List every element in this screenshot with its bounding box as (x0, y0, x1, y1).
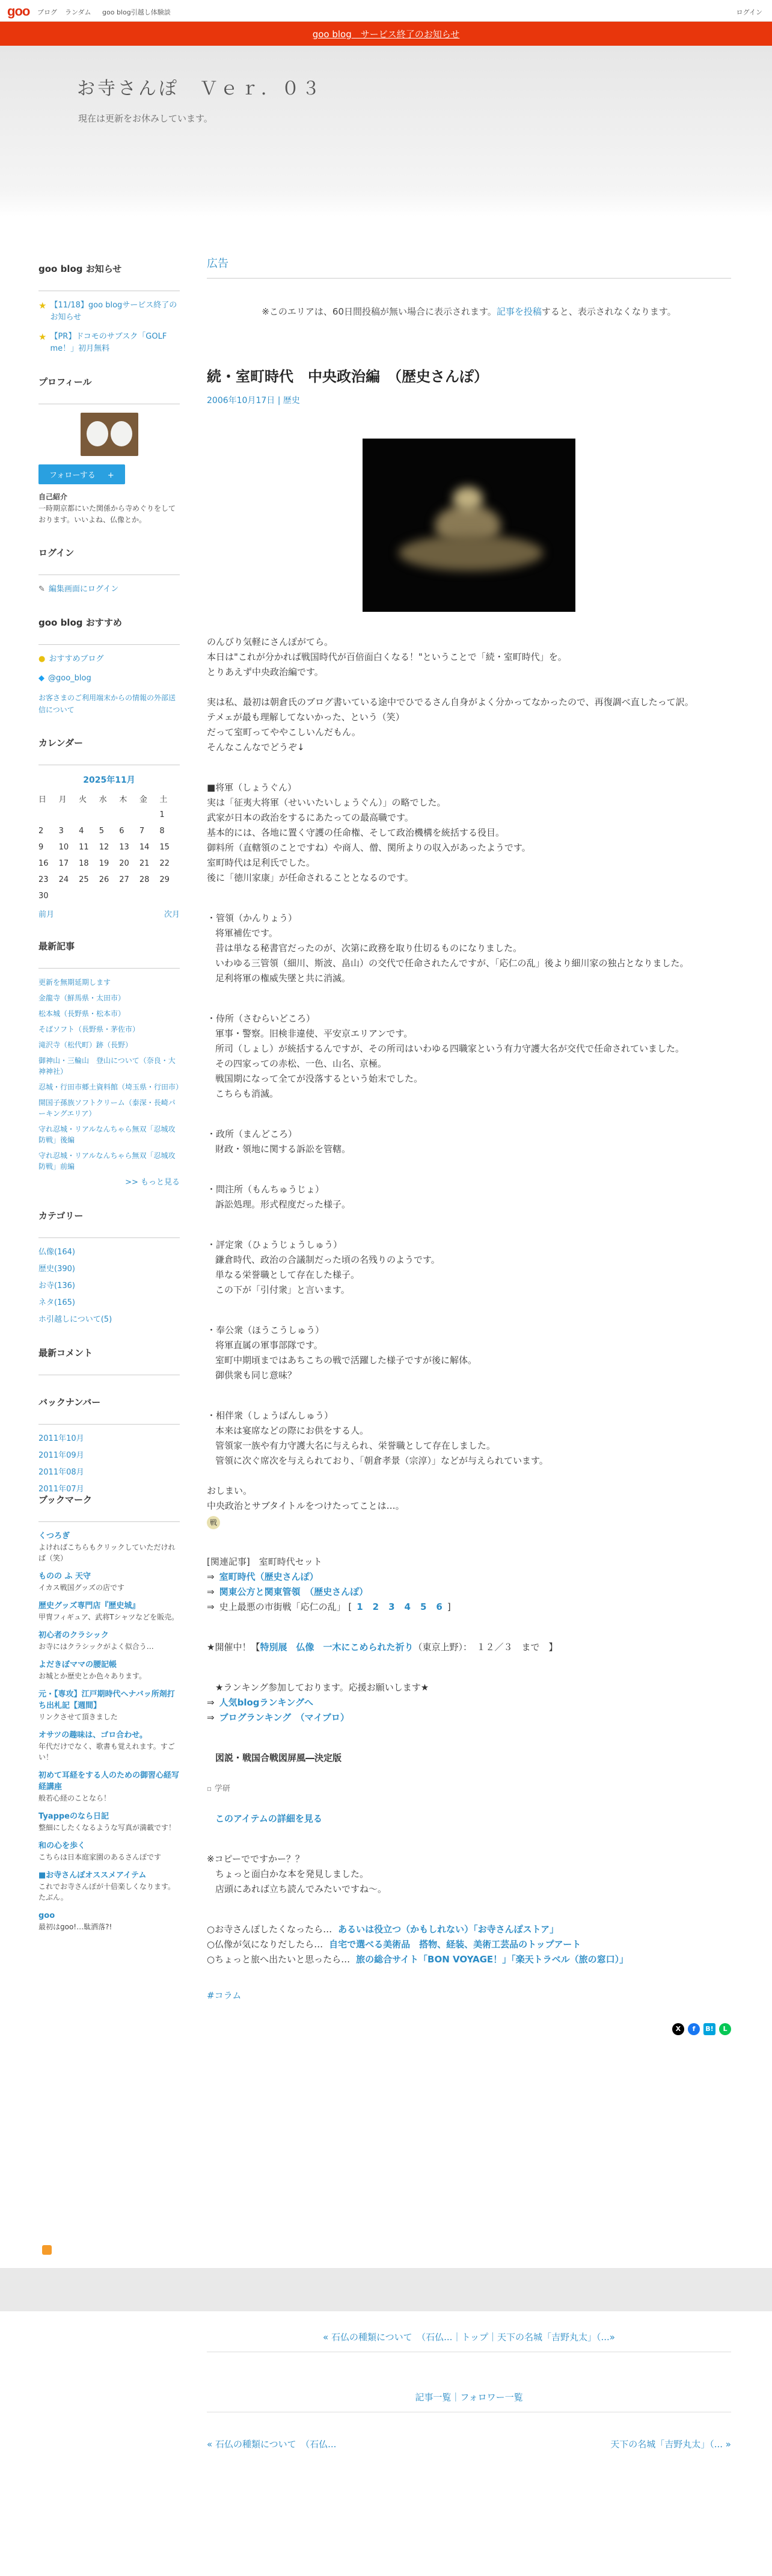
sidebar-profile-heading: プロフィール (38, 375, 180, 404)
office-text-line: 管領に次ぐ席次を与えられており、「朝倉孝景（宗淳）」などが与えられています。 (215, 1455, 548, 1466)
calendar-day: 11 (79, 843, 89, 852)
office-section (207, 1127, 731, 1157)
office-text-line: 単なる栄誉職として存在した様子。 (215, 1269, 360, 1280)
calendar-day (59, 807, 79, 823)
sidebar-recommend-heading: goo blog おすすめ (38, 616, 180, 645)
star-icon: ★ (38, 331, 47, 342)
book-image[interactable] (207, 1781, 731, 1796)
entry-text-line: テメェが最も理解してないかった、という（笑） (207, 712, 405, 723)
ad-note (207, 305, 731, 318)
office-section (207, 1323, 731, 1383)
sidebar-notices (38, 262, 180, 355)
promo-pre: ○お寺さんぽしたくなったら… (207, 1924, 332, 1935)
bookmark-link[interactable]: 初心者のクラシック (38, 1631, 109, 1640)
line-share-icon[interactable]: L (719, 2023, 731, 2035)
star-icon: ★ (38, 300, 47, 311)
bookmark-desc: 年代だけでなく、歌書も覚えれます。すごい！ (38, 1742, 175, 1761)
blog-header (0, 46, 772, 217)
recent-article-link[interactable]: 滝沢寺（松代町）跡（長野） (38, 1041, 133, 1049)
pencil-icon: ✎ (38, 585, 45, 594)
ad-heading: 広告 (207, 255, 731, 279)
category-link[interactable]: 歴史(390) (38, 1265, 75, 1274)
sidebar-backnumber-heading: バックナンバー (38, 1396, 180, 1425)
office-text-line: 財政・領地に関する訴訟を管轄。 (215, 1144, 351, 1154)
bookmark-desc: 最初はgoo!…駄洒落?! (38, 1923, 112, 1931)
twitter-link[interactable] (38, 673, 180, 685)
edit-login-label: 編集画面にログイン (48, 585, 119, 594)
office-text-line: 足利将軍の権威失墜と共に消滅。 (215, 973, 351, 984)
sidebar-categories-heading: カテゴリー (38, 1209, 180, 1238)
bulb-icon: ● (38, 655, 46, 664)
bookmark-link[interactable]: 元・【専攻】江戸期時代ヘナバッ所剤打ち出札記【週間】 (38, 1690, 175, 1710)
recent-article-link[interactable]: 御神山・三輪山 登山について（奈良・大神神社） (38, 1056, 176, 1076)
event-line (207, 1640, 731, 1655)
office-section (207, 1182, 731, 1212)
entry-category[interactable]: 歴史 (283, 396, 300, 405)
office-heading: ・侍所（さむらいどころ） (207, 1013, 316, 1024)
entry-body (207, 635, 731, 2033)
category-link[interactable]: ネタ(165) (38, 1298, 75, 1307)
bookmark-link[interactable]: goo (38, 1911, 55, 1920)
main-column (207, 255, 731, 2033)
ranking-link[interactable]: ブログランキング （マイブロ） (219, 1712, 349, 1723)
notice-item[interactable] (38, 331, 180, 355)
calendar-day: 17 (58, 859, 69, 868)
calendar-day: 22 (159, 859, 170, 868)
office-heading: ・評定衆（ひょうじょうしゅう） (207, 1239, 343, 1250)
bookmark-desc: お城とか歴史とか色々あります。 (38, 1672, 147, 1680)
bookmark-link[interactable]: よだきぼママの腰記帳 (38, 1660, 117, 1669)
intro-text: 一時期京都にいた関係から寺めぐりをしております。いいよね、仏像とか。 (38, 504, 176, 524)
bookmark-link[interactable]: Tyappeのなら日記 (38, 1812, 109, 1821)
calendar-weekday: 月 (58, 795, 67, 804)
recent-more-link[interactable]: >> もっと見る (125, 1178, 180, 1187)
sidebar-profile (38, 375, 180, 526)
sidebar-recent (38, 940, 183, 1189)
next-entry-link[interactable]: 天下の名城「吉野丸太」（... » (610, 2439, 731, 2450)
related-item (207, 1585, 731, 1600)
bookmark-link[interactable]: 和の心を歩く (38, 1841, 86, 1850)
calendar-weekday: 水 (99, 795, 107, 804)
entry-meta: 2006年10月17日 | 歴史 (207, 396, 300, 405)
notice-item-label: 【11/18】goo blogサービス終了のお知らせ (50, 301, 177, 322)
blog-description: 現在は更新をお休みしています。 (78, 113, 213, 124)
ranking-link[interactable]: 人気blogランキングへ (219, 1697, 314, 1708)
sidebar-bookmarks-heading: ブックマーク (38, 1493, 180, 1522)
book-image-alt: 学研 (214, 1784, 230, 1793)
x-share-icon[interactable]: X (672, 2023, 684, 2035)
office-text-line: その四家っての赤松、一色、山名、京極。 (215, 1058, 387, 1069)
copy-line: 店頭にあれば立ち読んでみたいですね～。 (215, 1884, 387, 1894)
office-heading: ・政所（まんどころ） (207, 1129, 298, 1139)
recent-article-link[interactable]: 更新を無期延期します (38, 978, 111, 987)
notice-item[interactable] (38, 300, 180, 324)
arrow-icon: ⇒ (207, 1571, 215, 1582)
calendar-day: 9 (38, 843, 44, 852)
calendar-weekday: 日 (38, 795, 47, 804)
bookmark-link[interactable]: 歴史グッズ専門店『歴史城』 (38, 1601, 140, 1610)
calendar-weekday: 火 (79, 795, 87, 804)
entry-text-line: とりあえず中央政治編です。 (207, 667, 323, 677)
profile-avatar[interactable] (81, 413, 138, 456)
copy-line: ※コピーでですかー？？ (207, 1853, 304, 1864)
related-link[interactable]: 室町時代（歴史さんぽ） (219, 1571, 319, 1582)
external-info-link[interactable]: お客さまのご利用端末からの情報の外部送信について (38, 694, 176, 714)
calendar-day: 20 (119, 859, 129, 868)
calendar-day (38, 807, 59, 823)
calendar-prev-link[interactable]: 前月 (38, 910, 55, 919)
entry-text-line: のんびり気軽にさんぽがてら。 (207, 636, 334, 647)
related-page-link[interactable]: 4 (404, 1601, 411, 1612)
recent-article-link[interactable]: 守れ忍城・リアルなんちゃら無双「忍城攻防戦」前編 (38, 1151, 176, 1171)
recent-article-link[interactable]: 開国子孫族ソフトクリーム（泰深・長崎パーキングエリア） (38, 1098, 176, 1118)
sidebar-calendar (38, 736, 180, 919)
calendar-day: 27 (119, 875, 129, 884)
bookmark-link[interactable]: くつろぎ (38, 1532, 70, 1541)
backnumber-link[interactable]: 2011年08月 (38, 1468, 84, 1477)
calendar-day: 30 (38, 892, 49, 901)
office-text-line: 室町中期頃まではあちこちの戦で活躍した様子ですが後に解体。 (215, 1355, 477, 1366)
kanji-icon: 戦 (207, 1516, 220, 1529)
office-heading: ・管領（かんりょう） (207, 913, 298, 923)
calendar-weekday: 金 (139, 795, 147, 804)
entry-date[interactable]: 2006年10月17日 (207, 396, 275, 405)
office-text-line: 訴訟処理。形式程度だった様子。 (215, 1199, 351, 1210)
sidebar-notices-heading: goo blog お知らせ (38, 262, 180, 291)
calendar-day: 26 (99, 875, 109, 884)
promo-link[interactable]: 自宅で選べる美術品 搭物、経装、美術工芸品のトップアート (329, 1939, 581, 1950)
calendar-day: 4 (79, 827, 84, 836)
arrow-icon: ⇒ (207, 1586, 215, 1597)
bookmark-desc: イカス戦国グッズの店です (38, 1583, 125, 1592)
shogun-heading: ■将軍（しょうぐん） (207, 782, 297, 793)
prev-entry-link[interactable]: « 石仏の種類について （石仏... (207, 2439, 337, 2450)
calendar-day: 6 (119, 827, 124, 836)
office-section (207, 1237, 731, 1298)
closing-line: 中央政治とサブタイトルをつけたってことは…。 (207, 1500, 405, 1511)
ad-note-post: すると、表示されなくなります。 (541, 306, 676, 317)
office-text-line: 御供衆も同じ意味？ (215, 1370, 297, 1381)
event-pre: ★開催中！【 (207, 1642, 260, 1653)
recent-article-link[interactable]: 忍城・行田市郷土資料館（埼玉県・行田市） (38, 1083, 183, 1091)
calendar-day: 23 (38, 875, 49, 884)
copy-line: ちょっと面白かな本を発見しました。 (215, 1869, 369, 1879)
entry-text-line: そんなこんなでどうぞ↓ (207, 742, 305, 753)
calendar-day (79, 888, 99, 904)
recommend-blog-link[interactable] (38, 653, 180, 665)
office-text-line: こちらも消滅。 (215, 1088, 279, 1099)
sidebar-bookmarks (38, 1493, 180, 1932)
office-heading: ・奉公衆（ほうこうしゅう） (207, 1325, 325, 1336)
calendar-day: 1 (159, 810, 165, 819)
bookmark-desc: 般若心経のことなら！ (38, 1794, 111, 1802)
gnav-blog[interactable]: ブログ (37, 8, 57, 16)
office-section (207, 911, 731, 986)
recent-article-link[interactable]: 松本城（長野県・松本市） (38, 1009, 126, 1018)
shogun-text-line: 御料所（直轄領のことですね）や商人、僧、関所よりの収入があったようです。 (207, 842, 531, 853)
office-heading: ・問注所（もんちゅうじょ） (207, 1184, 325, 1195)
plus-icon: + (107, 471, 114, 480)
calendar-weekday: 木 (119, 795, 127, 804)
ad-note-pre: ※このエリアは、60日間投稿が無い場合に表示されます。 (262, 306, 497, 317)
office-section (207, 1408, 731, 1468)
calendar-day (99, 807, 120, 823)
bookmark-desc: よければこちらもクリックしていただければ（笑） (38, 1543, 176, 1562)
hashtag-link[interactable]: #コラム (207, 1990, 242, 2001)
office-text-line: 軍事・警察。旧検非違使、平安京エリアンです。 (215, 1028, 413, 1039)
category-link[interactable]: 仏像(164) (38, 1248, 75, 1257)
list-links[interactable]: 記事一覧｜フォロワー一覧 (207, 2382, 731, 2412)
ranking-heading: ★ランキング参加しております。応援お願いします★ (215, 1682, 429, 1693)
blog-title[interactable]: お寺さんぽ Ｖｅｒ．０３ (77, 78, 322, 99)
post-article-link[interactable]: 記事を投稿 (496, 306, 542, 317)
goo-global-bar (0, 0, 772, 22)
closing-line: おしまい。 (207, 1485, 253, 1496)
sidebar-login-heading: ログイン (38, 546, 180, 575)
related-link[interactable]: 関東公方と関東管領 （歴史さんぽ） (219, 1586, 369, 1597)
promo-link[interactable]: あるいは役立つ（かもしれない）「お寺さんぽストア」 (338, 1924, 559, 1935)
shogun-text-line: 武家が日本の政治をするにあたっての最高職です。 (207, 812, 414, 823)
promo-line (207, 1922, 731, 1937)
recommend-blog-label: おすすめブログ (49, 655, 104, 664)
follow-button[interactable] (38, 464, 125, 484)
entry-text-line: 実は私、最初は朝倉氏のブログ書いている途中でひでるさん自身がよく分かってなかったので、再復調べ直したって訳。 (207, 697, 694, 707)
hatena-share-icon[interactable]: B! (703, 2023, 715, 2035)
entry-text-line: だって室町ってややこしいんだもん。 (207, 727, 361, 738)
office-text-line: いわゆる三管領（細川、斯波、畠山）の交代で任命されたんですが、「応仁の乱」後より細川家の独占となりました。 (215, 958, 689, 969)
entry-title: 続・室町時代 中央政治編 （歴史さんぽ） (207, 368, 488, 385)
promo-line (207, 1937, 731, 1952)
office-section (207, 1011, 731, 1102)
calendar-day (99, 888, 120, 904)
calendar-weekday: 土 (159, 795, 168, 804)
recent-article-link[interactable]: そばソフト（長野県・茅佐市） (38, 1025, 140, 1034)
calendar-day: 7 (139, 827, 145, 836)
sidebar-recommend (38, 616, 180, 716)
twitter-label: @goo_blog (48, 674, 91, 683)
promo-pre: ○仏像が気になりだしたら… (207, 1939, 323, 1950)
shogun-text-line: 基本的には、各地に置く守護の任命権、そして政治機構を統括する役目。 (207, 827, 505, 838)
calendar-day (159, 888, 180, 904)
footer-band (0, 2268, 772, 2311)
shogun-text-line: 後に「徳川家康」が任命されることとなるのです。 (207, 872, 414, 883)
calendar-day: 5 (99, 827, 104, 836)
backnumber-link[interactable]: 2011年09月 (38, 1451, 84, 1460)
calendar-day: 29 (159, 875, 170, 884)
recent-article-link[interactable]: 金龍寺（鮮馬県・太田市） (38, 994, 126, 1002)
related-page-link[interactable]: 2 (372, 1601, 379, 1612)
event-post: （東京上野）： １２／３ まで 】 (413, 1642, 558, 1653)
arrow-icon: ⇒ (207, 1697, 215, 1708)
promo-pre: ○ちょっと旅へ出たいと思ったら… (207, 1954, 351, 1965)
office-text-line: 将軍直属の軍事部隊です。 (215, 1340, 323, 1351)
related-heading: [関連記事] 室町時代セット (207, 1556, 322, 1567)
calendar-day (59, 888, 79, 904)
bottom-navigation (207, 2322, 731, 2450)
office-text-line: この下が「引付衆」と言います。 (215, 1284, 350, 1295)
bookmark-link[interactable]: ものの ふ 天守 (38, 1572, 91, 1581)
sidebar-login (38, 546, 180, 596)
calendar-next-link[interactable]: 次月 (164, 910, 180, 919)
calendar-day: 25 (79, 875, 89, 884)
entry-nav-line[interactable]: « 石仏の種類について （石仏...｜トップ｜天下の名城「吉野丸太」（...» (207, 2322, 731, 2352)
sidebar-comments (38, 1346, 180, 1375)
calendar-day: 24 (58, 875, 69, 884)
sidebar-calendar-heading: カレンダー (38, 736, 180, 765)
dog-figure (111, 421, 132, 446)
category-link[interactable]: ホ引越しについて(5) (38, 1315, 112, 1324)
promo-line (207, 1952, 731, 1967)
bookmark-desc: 整細にしたくなるような写真が満載です！ (38, 1823, 176, 1832)
calendar-day: 10 (58, 843, 69, 852)
share-buttons (672, 2023, 731, 2035)
intro-heading: 自己紹介 (38, 493, 68, 501)
arrow-icon: ⇒ (207, 1601, 215, 1612)
service-end-notice-bar (0, 22, 772, 46)
rss-icon[interactable] (42, 2245, 52, 2255)
calendar-day: 2 (38, 827, 44, 836)
bookmark-link[interactable]: オサツの趣味は、ゴロ合わせ。 (38, 1731, 147, 1740)
related-page-link[interactable]: 5 (420, 1601, 427, 1612)
calendar-month: 2025年11月 (83, 775, 135, 785)
bookmark-desc: お寺にはクラシックがよく似合う… (38, 1642, 154, 1651)
office-heading: ・相伴衆（しょうばんしゅう） (207, 1410, 334, 1421)
calendar-day: 18 (79, 859, 89, 868)
calendar-day: 16 (38, 859, 49, 868)
ranking-item (207, 1710, 731, 1725)
book-title: 図説・戦国合戦図屏風―決定版 (215, 1752, 342, 1763)
office-text-line: 所司（しょし）が統括するんですが、その所司はいわゆる四職家という有力守護大名が交代で任命されていました。 (215, 1043, 685, 1054)
shogun-text-line: 室町時代は足利氏でした。 (207, 857, 316, 868)
calendar-day (119, 807, 139, 823)
calendar-day: 14 (139, 843, 150, 852)
calendar-day (79, 807, 99, 823)
office-text-line: 昔は単なる秘書官だったのが、次第に政務を取り仕切るものになりました。 (215, 943, 522, 954)
event-link[interactable]: 特別展 仏像 一木にこめられた祈り (260, 1642, 414, 1653)
related-page-link[interactable]: 3 (388, 1601, 395, 1612)
bookmark-link[interactable]: ■お寺さんぽオススメアイテム (38, 1871, 147, 1880)
gnav-login[interactable]: ログイン (736, 8, 762, 16)
calendar-day: 21 (139, 859, 150, 868)
shogun-text-line: 実は「征夷大将軍（せいいたいしょうぐん）」の略でした。 (207, 797, 446, 808)
sidebar-comments-heading: 最新コメント (38, 1346, 180, 1375)
sidebar (38, 262, 183, 1953)
castle-night-photo[interactable] (363, 439, 575, 612)
calendar-day: 8 (159, 827, 165, 836)
related-page-link[interactable]: 6 (436, 1601, 443, 1612)
follow-button-label: フォローする (49, 471, 96, 480)
dog-figure (87, 421, 108, 446)
recent-article-link[interactable]: 守れ忍城・リアルなんちゃら無双「忍城攻防戦」後編 (38, 1125, 176, 1144)
related-text: 史上最悪の市街戦「応仁の乱」 (219, 1601, 346, 1612)
office-text-line: 鎌倉時代、政治の合議制だった頃の名残りのようです。 (215, 1254, 440, 1265)
sidebar-categories (38, 1209, 180, 1326)
calendar-day: 13 (119, 843, 129, 852)
calendar-day (139, 888, 160, 904)
arrow-icon: ⇒ (207, 1712, 215, 1723)
category-link[interactable]: お寺(136) (38, 1281, 75, 1290)
bookmark-desc: これでお寺さんぽが十倍楽しくなります。たぶん。 (38, 1882, 176, 1902)
edit-login-link[interactable] (38, 584, 180, 596)
gnav-migration[interactable]: goo blog引越し体験談 (102, 8, 171, 16)
twitter-icon: ◆ (38, 674, 44, 683)
facebook-share-icon[interactable]: f (688, 2023, 700, 2035)
service-end-notice-link[interactable]: goo blog サービス終了のお知らせ (312, 29, 460, 40)
office-text-line: 管領家一族や有力守護大名に与えられ、栄誉職として存在しました。 (215, 1440, 495, 1451)
office-text-line: 本来は宴席などの際にお供をする人。 (215, 1425, 369, 1436)
promo-link[interactable]: 旅の総合サイト「BON VOYAGE！」「楽天トラベル（旅の窓口）」 (356, 1954, 629, 1965)
bookmark-link[interactable]: 初めて耳経をする人のための御習心経写経講座 (38, 1771, 180, 1792)
sidebar-recent-heading: 最新記事 (38, 940, 180, 969)
entry-text-line: 本日は"これが分かれば戦国時代が百倍面白くなる！"ということで「続・室町時代」を。 (207, 652, 567, 662)
related-item: ⇒ 史上最悪の市街戦「応仁の乱」 [ 1 2 3 4 5 6 ] (207, 1601, 451, 1612)
sidebar-backnumber (38, 1396, 180, 1494)
calendar-day: 12 (99, 843, 109, 852)
calendar-day (139, 807, 160, 823)
notice-item-label: 【PR】ドコモのサブスク「GOLF me！」初月無料 (50, 332, 167, 353)
calendar-day: 28 (139, 875, 150, 884)
calendar-day: 3 (58, 827, 64, 836)
office-text-line: 将軍補佐です。 (215, 928, 278, 938)
bookmark-desc: 甲冑フィギュア、武将Tシャツなどを販売。 (38, 1613, 179, 1621)
backnumber-link[interactable]: 2011年07月 (38, 1485, 84, 1494)
gnav-random[interactable]: ランダム (65, 8, 91, 16)
related-item (207, 1570, 731, 1585)
bookmark-desc: こちらは日本庭家園のあるさんぽです (38, 1853, 162, 1861)
calendar-day: 19 (99, 859, 109, 868)
backnumber-link[interactable]: 2011年10月 (38, 1434, 84, 1443)
bookmark-desc: リンクさせて頂きました (38, 1713, 118, 1721)
related-page-link[interactable]: 1 (357, 1601, 363, 1612)
calendar-table (38, 790, 180, 904)
ranking-item (207, 1695, 731, 1710)
calendar-day (119, 888, 139, 904)
goo-logo[interactable]: goo (7, 4, 30, 19)
broken-image-icon: ▫ (207, 1784, 212, 1793)
office-text-line: 戦国期になって全てが没落するという始末でした。 (215, 1073, 423, 1084)
calendar-day: 15 (159, 843, 170, 852)
book-detail-link[interactable]: このアイテムの詳細を見る (215, 1813, 322, 1824)
